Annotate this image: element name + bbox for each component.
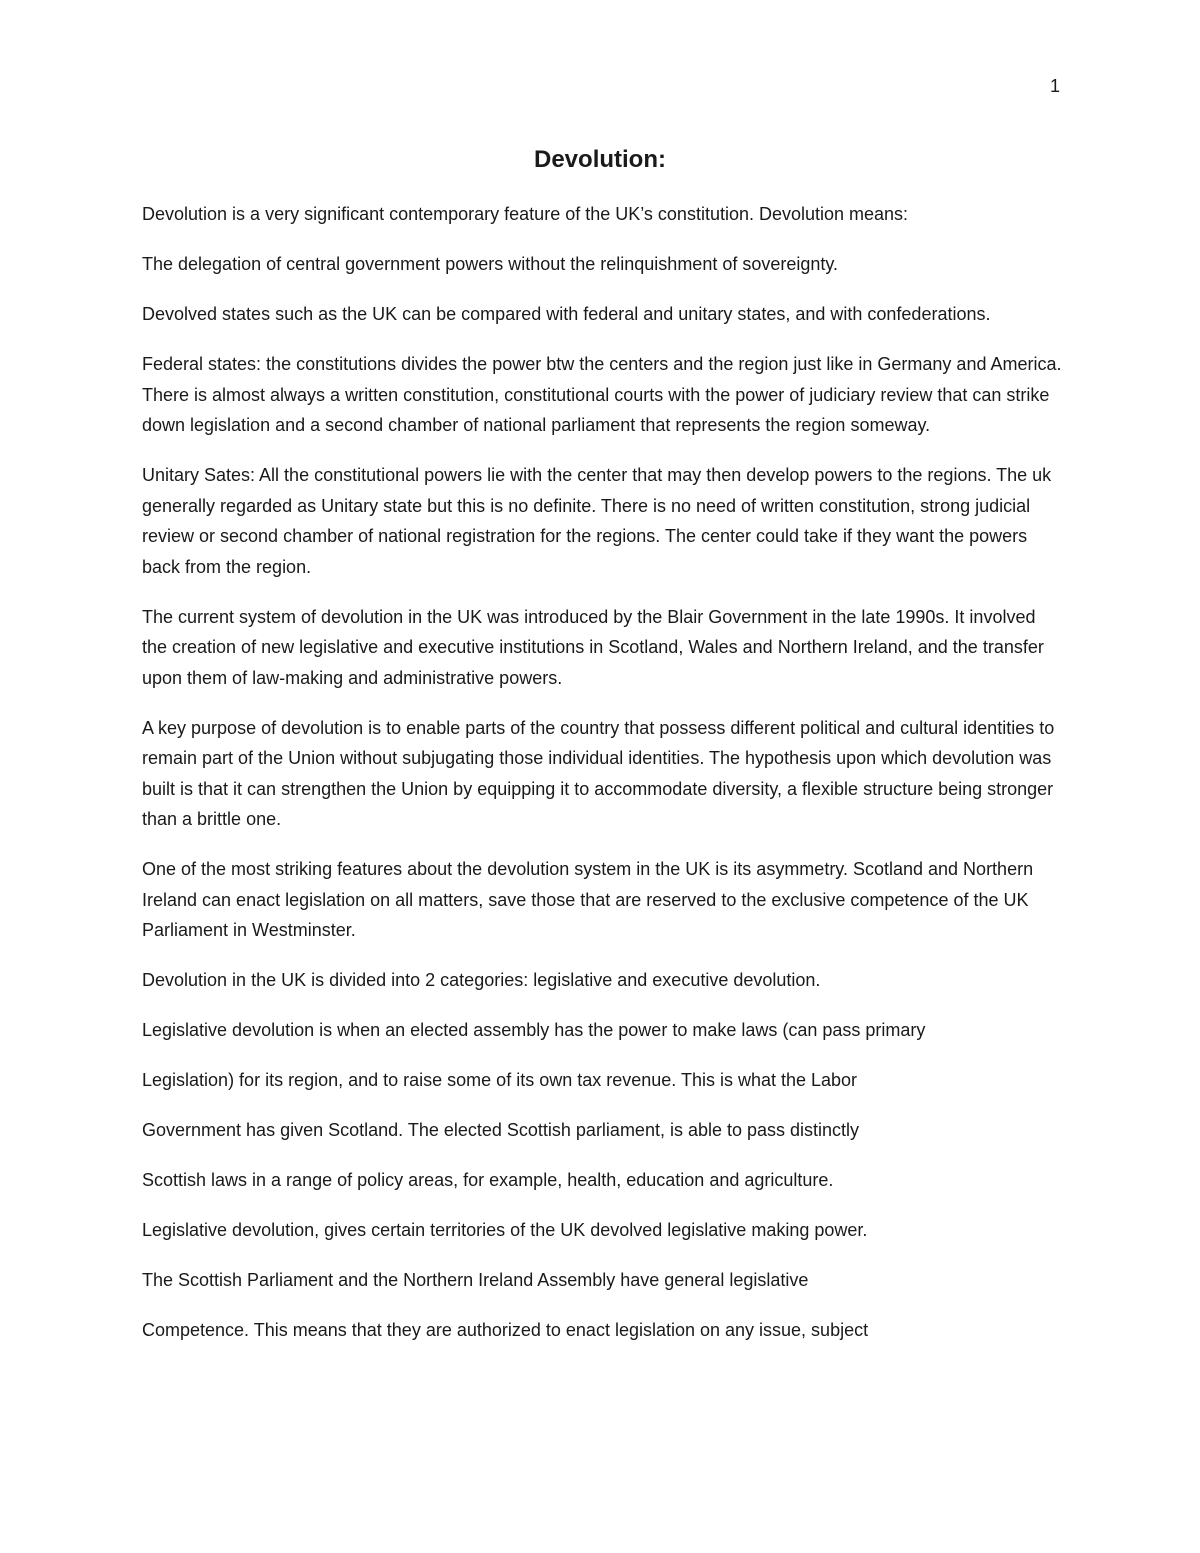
document-body <box>142 199 1064 1365</box>
paragraph-definition-intro: Devolution is a very significant contemporary feature of the UK’s constitution. Devolution means: <box>142 204 909 224</box>
paragraph-key-purpose: A key purpose of devolution is to enable parts of the country that possess different political and cultural identities to remain part of the Union without subjugating those individual identities. The hypothesis upon which devolution was built is that it can strengthen the Union by equipping it to accommodate diversity, a flexible structure being stronger than a brittle one. <box>142 717 1055 829</box>
paragraph-comparison: Devolved states such as the UK can be compared with federal and unitary states, and with confederations. <box>142 304 991 324</box>
paragraph-legislative-2: Legislation) for its region, and to raise some of its own tax revenue. This is what the Labor <box>142 1070 858 1090</box>
paragraph-asymmetry: One of the most striking features about the devolution system in the UK is its asymmetry. Scotland and Northern Ireland can enact legislation on all matters, save those that are reserved to the exclusive competence of the UK Parliament in Westminster. <box>142 859 1034 940</box>
paragraph-unitary-states: Unitary Sates: All the constitutional powers lie with the center that may then develop powers to the regions. The uk generally regarded as Unitary state but this is no definite. There is no need of written constitution, strong judicial review or second chamber of national registration for the regions. The center could take if they want the powers back from the region. <box>142 465 1052 577</box>
paragraph-categories: Devolution in the UK is divided into 2 categories: legislative and executive devolution. <box>142 970 821 990</box>
paragraph-legislative-6: The Scottish Parliament and the Northern Ireland Assembly have general legislative <box>142 1270 809 1290</box>
paragraph-legislative-3: Government has given Scotland. The elected Scottish parliament, is able to pass distinctly <box>142 1120 860 1140</box>
paragraph-legislative-4: Scottish laws in a range of policy areas, for example, health, education and agriculture. <box>142 1170 834 1190</box>
paragraph-legislative-1: Legislative devolution is when an elected assembly has the power to make laws (can pass primary <box>142 1020 926 1040</box>
paragraph-federal-states: Federal states: the constitutions divides the power btw the centers and the region just like in Germany and America. There is almost always a written constitution, constitutional courts with the power of judiciary review that can strike down legislation and a second chamber of national parliament that represents the region someway. <box>142 354 1062 435</box>
paragraph-current-system: The current system of devolution in the UK was introduced by the Blair Government in the late 1990s. It involved the creation of new legislative and executive institutions in Scotland, Wales and Northern Ireland, and the transfer upon them of law-making and administrative powers. <box>142 606 1044 688</box>
page-number: 1 <box>1049 76 1060 96</box>
paragraph-definition: The delegation of central government powers without the relinquishment of sovereignty. <box>142 254 839 274</box>
paragraph-legislative-5: Legislative devolution, gives certain territories of the UK devolved legislative making power. <box>142 1220 868 1240</box>
paragraph-legislative-7: Competence. This means that they are authorized to enact legislation on any issue, subject <box>142 1320 869 1340</box>
document-title: Devolution: <box>534 146 666 173</box>
